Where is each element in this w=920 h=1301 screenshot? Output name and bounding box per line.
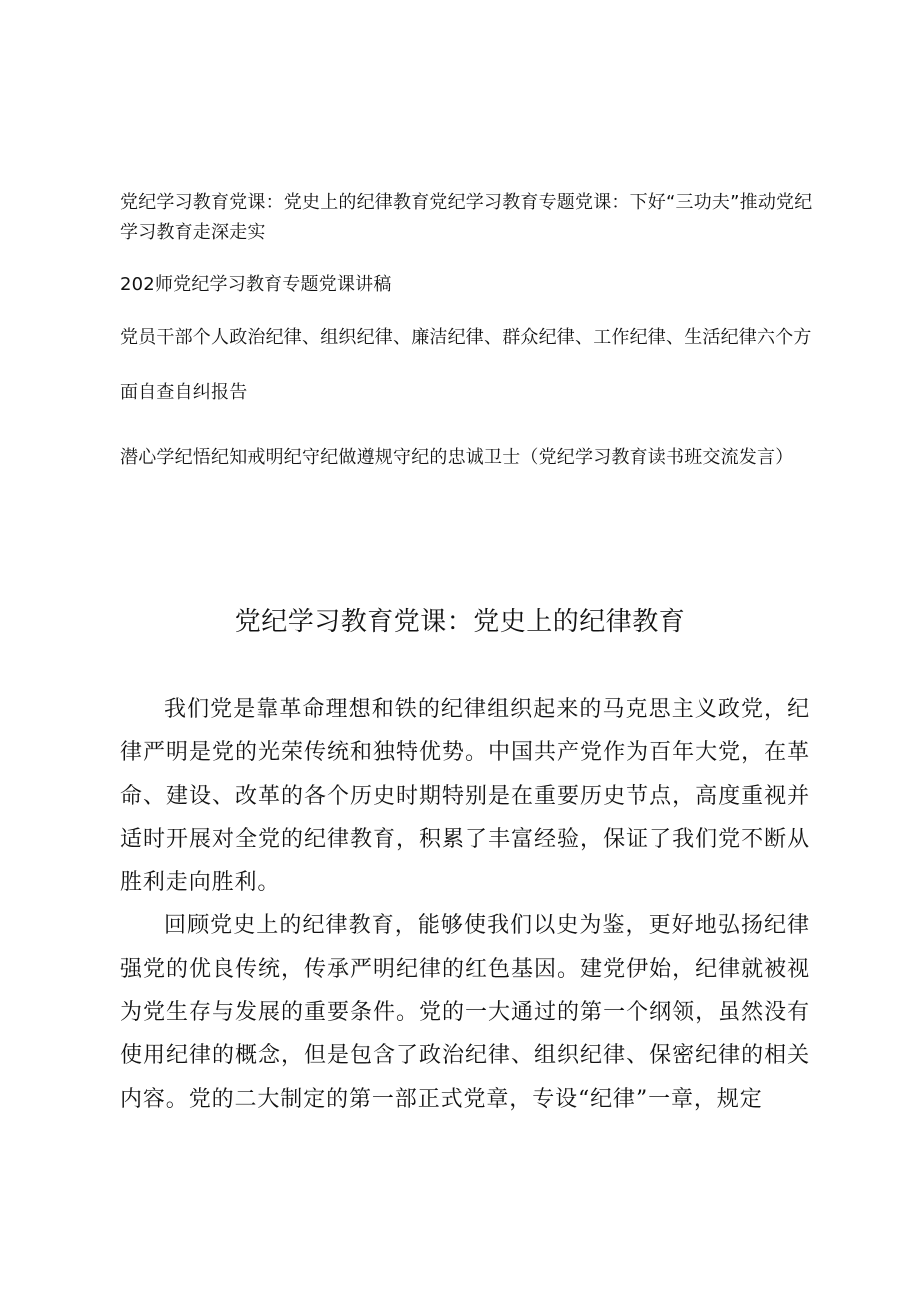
article-body (120, 688, 810, 1121)
toc-entry: 党员干部个人政治纪律、组织纪律、廉洁纪律、群众纪律、工作纪律、生活纪律六个方面自查自纠报告 (120, 327, 812, 403)
paragraph: 我们党是靠革命理想和铁的纪律组织起来的马克思主义政党，纪律严明是党的光荣传统和独特优势。中国共产党作为百年大党，在革命、建设、改革的各个历史时期特别是在重要历史节点，高度重视并适时开展对全党的纪律教育，积累了丰富经验，保证了我们党不断从胜利走向胜利。 (120, 697, 810, 896)
article-title: 党纪学习教育党课：党史上的纪律教育 (234, 607, 686, 637)
toc-entry: 202师党纪学习教育专题党课讲稿 (120, 274, 392, 295)
paragraph: 回顾党史上的纪律教育，能够使我们以史为鉴，更好地弘扬纪律强党的优良传统，传承严明纪律的红色基因。建党伊始，纪律就被视为党生存与发展的重要条件。党的一大通过的第一个纲领，虽然没有使用纪律的概念，但是包含了政治纪律、组织纪律、保密纪律的相关内容。党的二大制定的第一部正式党章，专设“纪律”一章，规定 (120, 913, 810, 1112)
toc-entry: 潜心学纪悟纪知戒明纪守纪做遵规守纪的忠诚卫士（党纪学习教育读书班交流发言） (120, 447, 794, 468)
table-of-contents (120, 188, 820, 507)
toc-entry: 党纪学习教育党课：党史上的纪律教育党纪学习教育专题党课：下好“三功夫”推动党纪学习教育走深走实 (120, 192, 813, 243)
